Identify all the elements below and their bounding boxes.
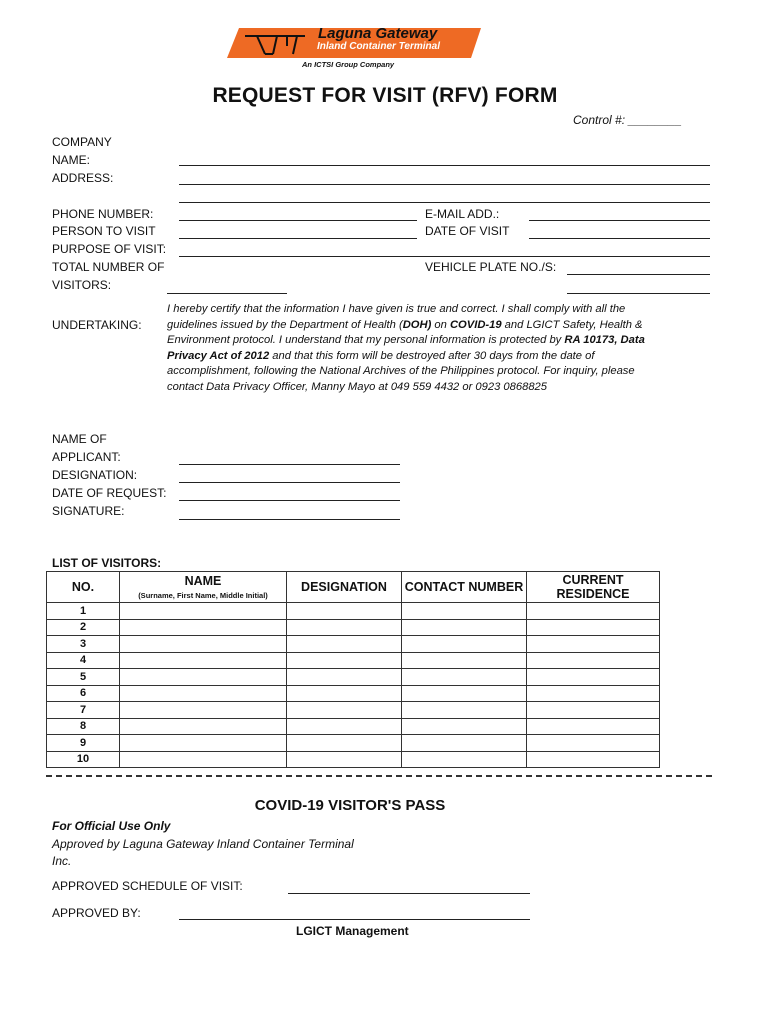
residence-cell[interactable] <box>527 702 660 719</box>
logo-tagline: An ICTSI Group Company <box>302 60 395 69</box>
row-number: 5 <box>47 669 120 686</box>
vehicle-plate-field-1[interactable] <box>567 274 710 275</box>
company-name-label: NAME: <box>52 153 91 167</box>
company-name-field[interactable] <box>179 165 710 166</box>
row-number: 8 <box>47 718 120 735</box>
designation-cell[interactable] <box>287 685 402 702</box>
row-number: 9 <box>47 735 120 752</box>
name-cell[interactable] <box>120 603 287 620</box>
name-cell[interactable] <box>120 669 287 686</box>
name-cell[interactable] <box>120 685 287 702</box>
approved-by-company-line2: Inc. <box>52 854 72 868</box>
approved-by-company-line1: Approved by Laguna Gateway Inland Container Terminal <box>52 837 354 851</box>
date-of-visit-label: DATE OF VISIT <box>425 224 510 238</box>
company-label: COMPANY <box>52 135 112 149</box>
name-cell[interactable] <box>120 619 287 636</box>
email-field[interactable] <box>529 220 710 221</box>
table-row <box>47 718 660 735</box>
row-number: 7 <box>47 702 120 719</box>
logo-line1: Laguna Gateway <box>318 25 438 42</box>
address-label: ADDRESS: <box>52 171 114 185</box>
total-visitors-label-1: TOTAL NUMBER OF <box>52 260 165 274</box>
applicant-name-label-1: NAME OF <box>52 432 107 446</box>
official-use-label: For Official Use Only <box>52 819 171 833</box>
contact-cell[interactable] <box>402 669 527 686</box>
signature-field[interactable] <box>179 519 400 520</box>
table-row <box>47 603 660 620</box>
contact-cell[interactable] <box>402 751 527 768</box>
date-of-visit-field[interactable] <box>529 238 710 239</box>
name-cell[interactable] <box>120 702 287 719</box>
person-to-visit-field[interactable] <box>179 238 417 239</box>
col-no-header: NO. <box>47 572 120 603</box>
residence-cell[interactable] <box>527 603 660 620</box>
applicant-name-field[interactable] <box>179 464 400 465</box>
table-row <box>47 702 660 719</box>
cut-line-divider <box>46 775 712 777</box>
table-row <box>47 735 660 752</box>
contact-cell[interactable] <box>402 685 527 702</box>
designation-cell[interactable] <box>287 669 402 686</box>
residence-cell[interactable] <box>527 652 660 669</box>
phone-field[interactable] <box>179 220 417 221</box>
table-row <box>47 669 660 686</box>
contact-cell[interactable] <box>402 619 527 636</box>
visitors-table <box>46 571 660 768</box>
email-label: E-MAIL ADD.: <box>425 207 500 221</box>
vehicle-plate-label: VEHICLE PLATE NO./S: <box>425 260 557 274</box>
signature-label: SIGNATURE: <box>52 504 125 518</box>
col-residence-header: CURRENT RESIDENCE <box>527 572 660 603</box>
contact-cell[interactable] <box>402 652 527 669</box>
date-of-request-field[interactable] <box>179 500 400 501</box>
name-cell[interactable] <box>120 652 287 669</box>
vehicle-plate-field-2[interactable] <box>567 293 710 294</box>
table-row <box>47 652 660 669</box>
designation-cell[interactable] <box>287 619 402 636</box>
applicant-name-label-2: APPLICANT: <box>52 450 121 464</box>
designation-label: DESIGNATION: <box>52 468 138 482</box>
designation-cell[interactable] <box>287 636 402 653</box>
col-name-label: NAME <box>184 574 222 588</box>
contact-cell[interactable] <box>402 636 527 653</box>
table-row <box>47 685 660 702</box>
contact-cell[interactable] <box>402 718 527 735</box>
name-cell[interactable] <box>120 751 287 768</box>
purpose-field[interactable] <box>179 256 710 257</box>
designation-cell[interactable] <box>287 603 402 620</box>
col-name-header <box>120 572 287 603</box>
total-visitors-label-2: VISITORS: <box>52 278 112 292</box>
form-title: REQUEST FOR VISIT (RFV) FORM <box>212 84 558 107</box>
undertaking-text: I hereby certify that the information I have given is true and correct. I shall comply with all the guidelines issued by the Department of Health (DOH) on COVID-19 and LGICT Safety, Health & Environment protocol. I understand that my personal information is protected by RA 10173, Data Privacy Act of 2012 and that this form will be destroyed after 30 days from the date of accomplishment, following the National Archives of the Philippines protocol. For inquiry, please contact Data Privacy Officer, Manny Mayo at 049 559 4432 or 0923 0868825 <box>167 303 645 393</box>
col-designation-header: DESIGNATION <box>287 572 402 603</box>
lgict-management-label: LGICT Management <box>296 924 409 938</box>
residence-cell[interactable] <box>527 619 660 636</box>
table-row <box>47 751 660 768</box>
col-name-sublabel: (Surname, First Name, Middle Initial) <box>138 591 268 600</box>
designation-cell[interactable] <box>287 718 402 735</box>
residence-cell[interactable] <box>527 685 660 702</box>
designation-field[interactable] <box>179 482 400 483</box>
approved-by-label: APPROVED BY: <box>52 906 141 920</box>
approved-by-field[interactable] <box>179 919 530 920</box>
table-row <box>47 636 660 653</box>
control-number[interactable]: Control #: ________ <box>573 113 682 127</box>
row-number: 4 <box>47 652 120 669</box>
purpose-label: PURPOSE OF VISIT: <box>52 242 167 256</box>
contact-cell[interactable] <box>402 735 527 752</box>
name-cell[interactable] <box>120 636 287 653</box>
name-cell[interactable] <box>120 735 287 752</box>
row-number: 10 <box>47 751 120 768</box>
residence-cell[interactable] <box>527 735 660 752</box>
company-logo <box>225 24 485 72</box>
row-number: 1 <box>47 603 120 620</box>
name-cell[interactable] <box>120 718 287 735</box>
visitor-pass-title: COVID-19 VISITOR'S PASS <box>254 797 446 814</box>
contact-cell[interactable] <box>402 603 527 620</box>
residence-cell[interactable] <box>527 669 660 686</box>
total-visitors-field[interactable] <box>167 293 287 294</box>
logo-line2: Inland Container Terminal <box>317 41 440 52</box>
address-field-2[interactable] <box>179 202 710 203</box>
row-number: 3 <box>47 636 120 653</box>
contact-cell[interactable] <box>402 702 527 719</box>
date-of-request-label: DATE OF REQUEST: <box>52 486 167 500</box>
designation-cell[interactable] <box>287 735 402 752</box>
address-field-1[interactable] <box>179 184 710 185</box>
approved-schedule-label: APPROVED SCHEDULE OF VISIT: <box>52 879 243 893</box>
phone-label: PHONE NUMBER: <box>52 207 154 221</box>
row-number: 6 <box>47 685 120 702</box>
col-contact-header: CONTACT NUMBER <box>402 572 527 603</box>
residence-cell[interactable] <box>527 718 660 735</box>
designation-cell[interactable] <box>287 751 402 768</box>
undertaking-label: UNDERTAKING: <box>52 318 142 332</box>
designation-cell[interactable] <box>287 702 402 719</box>
person-to-visit-label: PERSON TO VISIT <box>52 224 156 238</box>
visitors-heading: LIST OF VISITORS: <box>52 556 162 570</box>
residence-cell[interactable] <box>527 636 660 653</box>
approved-schedule-field[interactable] <box>288 893 530 894</box>
designation-cell[interactable] <box>287 652 402 669</box>
residence-cell[interactable] <box>527 751 660 768</box>
row-number: 2 <box>47 619 120 636</box>
table-row <box>47 619 660 636</box>
